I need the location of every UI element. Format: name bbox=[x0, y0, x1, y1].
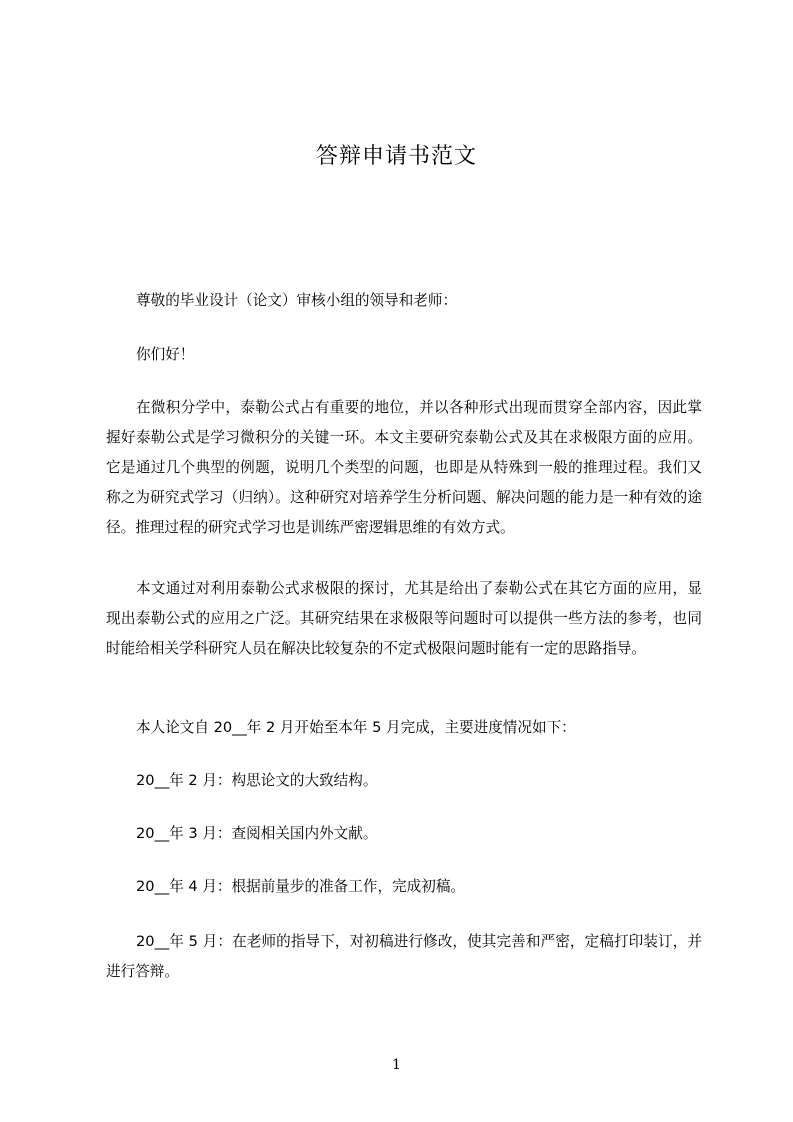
page-title: 答辩申请书范文 bbox=[315, 144, 477, 169]
schedule-item-may: 20__年 5 月：在老师的指导下，对初稿进行修改，使其完善和严密，定稿打印装订，并进行答辩。 bbox=[106, 933, 702, 980]
body-paragraph-1: 在微积分学中，泰勒公式占有重要的地位，并以各种形式出现而贯穿全部内容，因此掌握好泰勒公式是学习微积分的关键一环。本文主要研究泰勒公式及其在求极限方面的应用。它是通过几个典型的例题，说明几个类型的问题，也即是从特殊到一般的推理过程。我们又称之为研究式学习（归纳）。这种研究对培养学生分析问题、解决问题的能力是一种有效的途径。推理过程的研究式学习也是训练严密逻辑思维的有效方式。 bbox=[106, 399, 702, 536]
salutation: 尊敬的毕业设计（论文）审核小组的领导和老师： bbox=[136, 292, 458, 309]
schedule-intro: 本人论文自 20__年 2 月开始至本年 5 月完成，主要进度情况如下： bbox=[136, 719, 576, 736]
greeting: 你们好！ bbox=[136, 346, 195, 363]
page-number: 1 bbox=[392, 1057, 401, 1073]
schedule-item-mar: 20__年 3 月：查阅相关国内外文献。 bbox=[136, 825, 378, 842]
schedule-item-feb: 20__年 2 月：构思论文的大致结构。 bbox=[136, 772, 378, 789]
body-paragraph-2: 本文通过对利用泰勒公式求极限的探讨，尤其是给出了泰勒公式在其它方面的应用，显现出泰勒公式的应用之广泛。其研究结果在求极限等问题时可以提供一些方法的参考，也同时能给相关学科研究人员在解决比较复杂的不定式极限问题时能有一定的思路指导。 bbox=[106, 580, 702, 657]
schedule-item-apr: 20__年 4 月：根据前量步的准备工作，完成初稿。 bbox=[136, 878, 466, 895]
